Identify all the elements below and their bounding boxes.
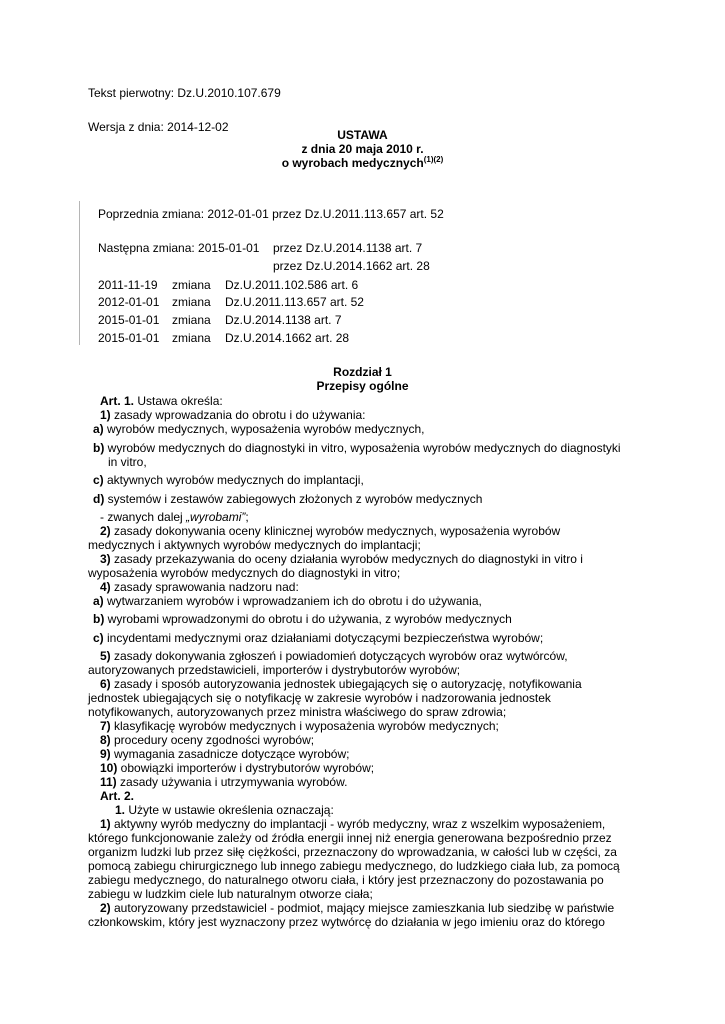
history-box-border — [79, 201, 80, 345]
item-text: zasady dokonywania oceny klinicznej wyrobów medycznych, wyposażenia wyrobów — [110, 524, 561, 538]
item-letter: b) — [93, 441, 105, 455]
item-number: 8) — [100, 733, 111, 747]
item-text: autoryzowany przedstawiciel - podmiot, mający miejsce zamieszkania lub siedzibę w państwie — [110, 901, 615, 915]
item-letter: d) — [93, 492, 105, 506]
original-text-reference: Tekst pierwotny: Dz.U.2010.107.679 — [88, 86, 281, 100]
list-item — [100, 775, 347, 789]
next-change-label: Następna zmiana: 2015-01-01 — [98, 241, 260, 255]
list-item — [93, 422, 424, 436]
article-text: Ustawa określa: — [134, 394, 223, 408]
item-letter: a) — [93, 422, 104, 436]
article-label: Art. 1. — [100, 394, 135, 408]
list-item-continuation: którego funkcjonowanie zależy od źródła energii innej niż energia generowana bezpośrednio przez — [88, 831, 612, 845]
next-change-ref: przez Dz.U.2014.1662 art. 28 — [273, 259, 430, 273]
list-item — [100, 747, 349, 761]
list-item — [100, 408, 366, 422]
next-change-ref: przez Dz.U.2014.1138 art. 7 — [273, 241, 423, 255]
item-letter: b) — [93, 612, 105, 626]
item-text: wytwarzaniem wyrobów i wprowadzaniem ich do obrotu i do używania, — [103, 594, 482, 608]
act-title — [0, 156, 725, 170]
item-text: zasady dokonywania zgłoszeń i powiadomień dotyczących wyrobów oraz wytwórców, — [110, 649, 568, 663]
item-letter: c) — [93, 631, 104, 645]
article-label: Art. 2. — [100, 789, 135, 803]
list-item-continuation: organizm ludzki lub przez siłę ciężkości, przeznaczony do wprowadzania, w całości lub w części, za — [88, 845, 617, 859]
item-text: procedury oceny zgodności wyrobów; — [110, 733, 315, 747]
act-footnote-ref: (1)(2) — [423, 155, 444, 164]
list-item — [100, 580, 299, 594]
item-number: 10) — [100, 761, 118, 775]
act-date: z dnia 20 maja 2010 r. — [301, 142, 424, 156]
list-item-continuation: in vitro, — [108, 455, 147, 469]
history-kind: zmiana — [172, 313, 211, 327]
history-ref[interactable]: Dz.U.2011.102.586 art. 6 — [225, 278, 359, 292]
item-text: wyrobów medycznych, wyposażenia wyrobów medycznych, — [103, 422, 425, 436]
history-date: 2015-01-01 — [98, 331, 160, 345]
item-text: zasady przekazywania do oceny działania wyrobów medycznych do diagnostyki in vitro i — [110, 552, 583, 566]
list-item — [100, 733, 314, 747]
defined-term: „wyrobami” — [186, 510, 246, 524]
definition-tail — [100, 510, 249, 524]
item-text: wymagania zasadnicze dotyczące wyrobów; — [110, 747, 350, 761]
item-text: incydentami medycznymi oraz działaniami dotyczącymi bezpieczeństwa wyrobów; — [103, 631, 544, 645]
list-item — [100, 552, 583, 566]
item-text: zasady sprawowania nadzoru nad: — [110, 580, 299, 594]
item-number: 2) — [100, 524, 111, 538]
history-kind: zmiana — [172, 295, 211, 309]
paragraph-number: 1. — [115, 803, 126, 817]
history-date: 2011-11-19 — [98, 278, 158, 292]
list-item-continuation: pomocą zabiegu chirurgicznego lub innego zabiegu medycznego, do ludzkiego ciała lub, za pomocą — [88, 859, 620, 873]
list-item — [100, 761, 374, 775]
list-item-continuation: autoryzowanych przedstawicieli, importerów i dystrybutorów wyrobów; — [88, 663, 461, 677]
item-number: 3) — [100, 552, 111, 566]
list-item-continuation: członkowskim, który jest wyznaczony przez wytwórcę do działania w jego imieniu oraz do którego — [88, 915, 605, 929]
list-item-continuation: zabiegu w ludzkim ciele lub naturalnym otworze ciała; — [88, 887, 373, 901]
item-number: 5) — [100, 649, 111, 663]
list-item — [100, 901, 614, 915]
tail-text: - zwanych dalej — [100, 510, 187, 524]
act-type: USTAWA — [337, 128, 388, 142]
list-item-continuation: notyfikowanych, autoryzowanych przez ministra właściwego do spraw zdrowia; — [88, 705, 507, 719]
paragraph — [115, 803, 334, 817]
version-date: Wersja z dnia: 2014-12-02 — [88, 120, 229, 134]
tail-punct: ; — [245, 510, 249, 524]
item-letter: c) — [93, 473, 104, 487]
list-item — [100, 677, 582, 691]
chapter-number: Rozdział 1 — [333, 365, 392, 379]
item-text: wyrobów medycznych do diagnostyki in vitro, wyposażenia wyrobów medycznych do diagnostyki — [104, 441, 621, 455]
item-text: systemów i zestawów zabiegowych złożonych z wyrobów medycznych — [104, 492, 483, 506]
list-item-continuation: jednostek ubiegających się o notyfikację w zakresie wyrobów i nadzorowania jednostek — [88, 691, 551, 705]
item-number: 7) — [100, 719, 111, 733]
item-text: klasyfikację wyrobów medycznych i wyposażenia wyrobów medycznych; — [110, 719, 499, 733]
item-number: 1) — [100, 817, 111, 831]
list-item — [100, 719, 499, 733]
list-item — [100, 817, 605, 831]
list-item — [93, 612, 512, 626]
list-item — [100, 649, 568, 663]
paragraph-text: Użyte w ustawie określenia oznaczają: — [125, 803, 334, 817]
list-item — [93, 631, 543, 645]
list-item — [93, 492, 482, 506]
list-item-continuation: wyposażenia wyrobów medycznych do diagnostyki in vitro; — [88, 566, 401, 580]
article-1-intro — [100, 394, 223, 408]
item-number: 2) — [100, 901, 111, 915]
list-item-continuation: zabiegu medycznego, do naturalnego otworu ciała, i który jest przeznaczony do pozostawania po — [88, 873, 604, 887]
item-number: 4) — [100, 580, 111, 594]
list-item — [100, 524, 560, 538]
history-date: 2015-01-01 — [98, 313, 160, 327]
item-letter: a) — [93, 594, 104, 608]
list-item — [93, 473, 364, 487]
item-text: zasady wprowadzania do obrotu i do używania: — [110, 408, 366, 422]
item-number: 9) — [100, 747, 111, 761]
list-item-continuation: medycznych i aktywnych wyrobów medycznych do implantacji; — [88, 538, 421, 552]
article-2-label — [100, 789, 134, 803]
history-kind: zmiana — [172, 331, 211, 345]
chapter-title: Przepisy ogólne — [316, 379, 409, 393]
item-text: obowiązki importerów i dystrybutorów wyrobów; — [117, 761, 375, 775]
list-item — [93, 594, 482, 608]
previous-change: Poprzednia zmiana: 2012-01-01 przez Dz.U.2011.113.657 art. 52 — [98, 207, 444, 221]
history-ref[interactable]: Dz.U.2011.113.657 art. 52 — [225, 295, 364, 309]
item-text: zasady używania i utrzymywania wyrobów. — [116, 775, 348, 789]
history-date: 2012-01-01 — [98, 295, 160, 309]
item-number: 11) — [100, 775, 117, 789]
act-title-text: o wyrobach medycznych — [281, 156, 424, 170]
history-ref[interactable]: Dz.U.2014.1138 art. 7 — [225, 313, 342, 327]
history-ref[interactable]: Dz.U.2014.1662 art. 28 — [225, 331, 350, 345]
item-text: aktywnych wyrobów medycznych do implantacji, — [103, 473, 364, 487]
item-number: 6) — [100, 677, 111, 691]
item-text: zasady i sposób autoryzowania jednostek ubiegających się o autoryzację, notyfikowania — [110, 677, 582, 691]
item-text: aktywny wyrób medyczny do implantacji - wyrób medyczny, wraz z wszelkim wyposażeniem, — [110, 817, 606, 831]
history-kind: zmiana — [172, 278, 211, 292]
list-item — [93, 441, 621, 455]
item-text: wyrobami wprowadzonymi do obrotu i do używania, z wyrobów medycznych — [104, 612, 512, 626]
item-number: 1) — [100, 408, 111, 422]
